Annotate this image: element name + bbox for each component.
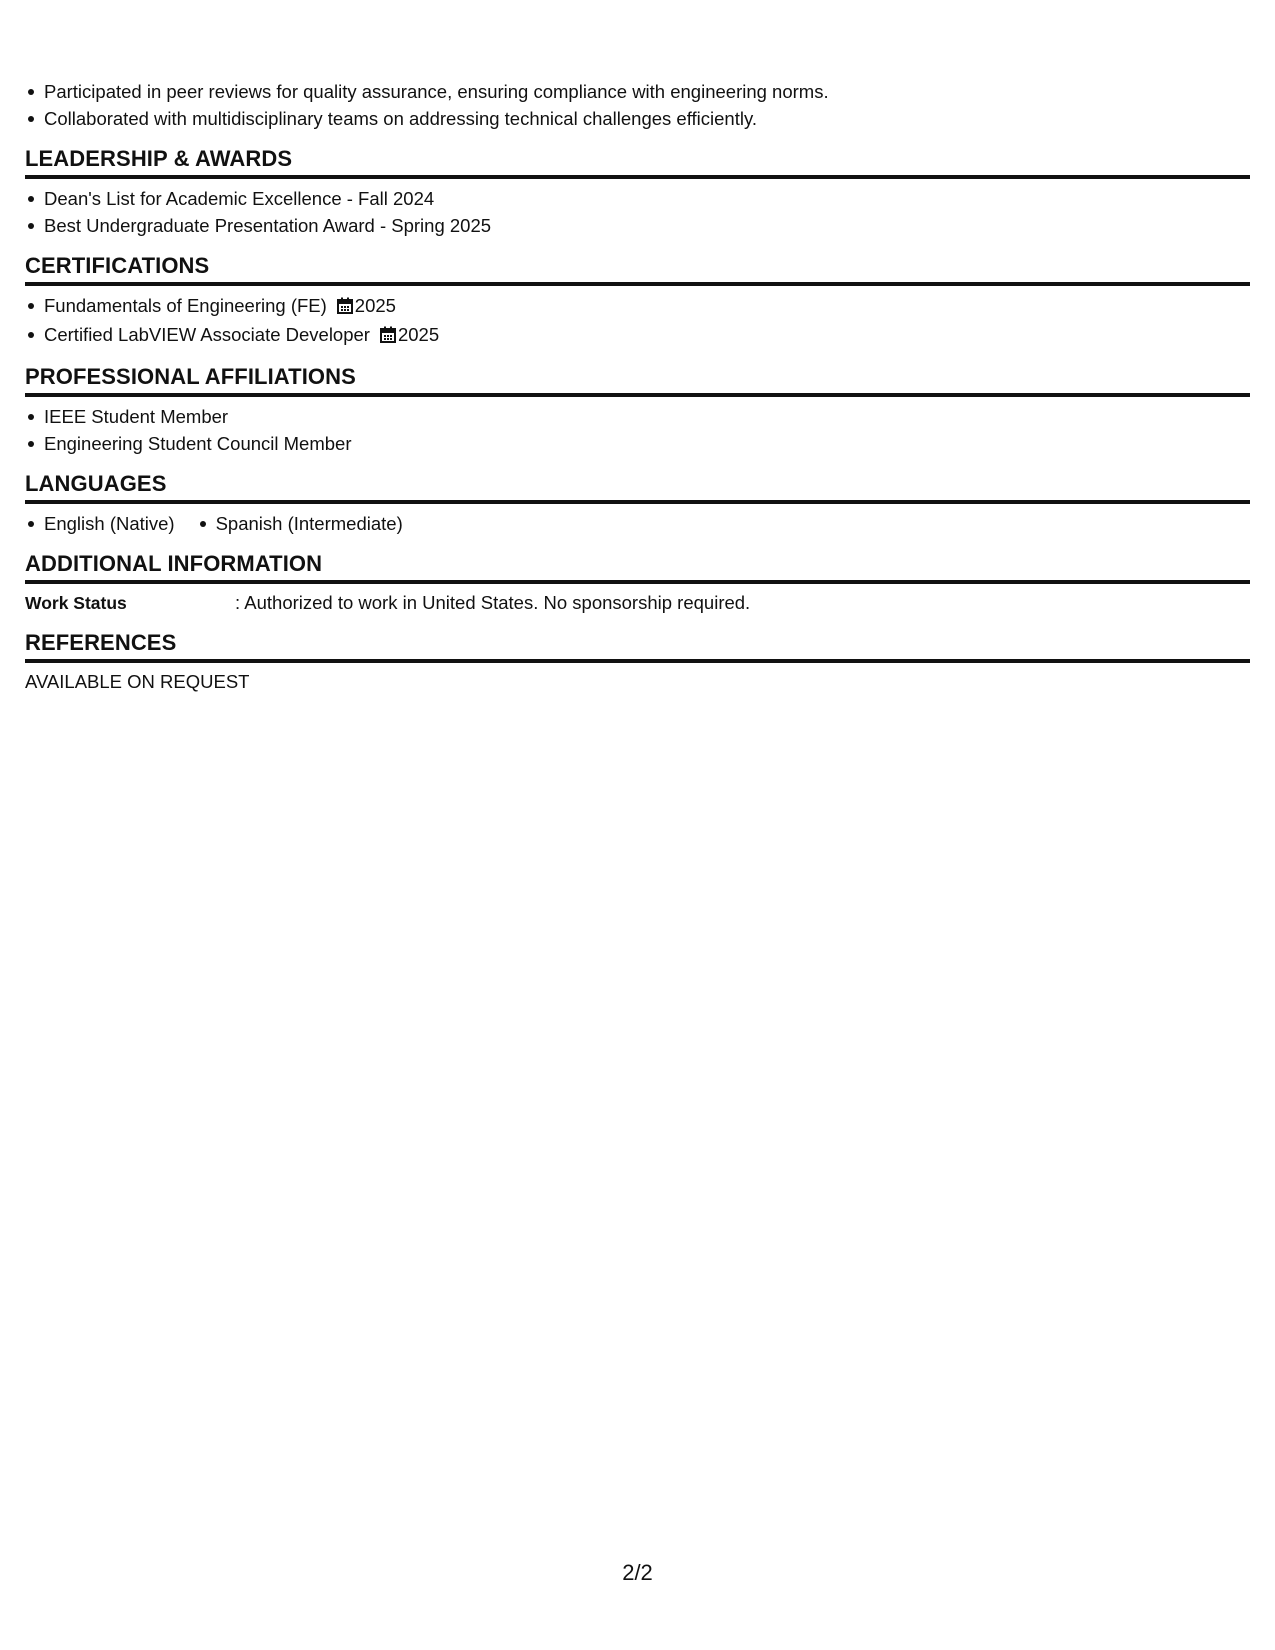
section-title-leadership: LEADERSHIP & AWARDS — [25, 145, 1250, 179]
references-text: AVAILABLE ON REQUEST — [25, 671, 250, 692]
list-item — [25, 321, 1250, 350]
list-item: Engineering Student Council Member — [25, 430, 1250, 457]
certification-name: Certified LabVIEW Associate Developer — [44, 324, 370, 345]
resume-page — [25, 78, 1250, 695]
section-title-references: REFERENCES — [25, 629, 1250, 663]
work-status-row — [25, 590, 1250, 616]
certification-name: Fundamentals of Engineering (FE) — [44, 295, 327, 316]
section-title-certifications: CERTIFICATIONS — [25, 252, 1250, 286]
certifications-list — [25, 292, 1250, 350]
affiliations-list — [25, 403, 1250, 457]
list-item: Collaborated with multidisciplinary teams on addressing technical challenges efficiently. — [25, 105, 1250, 132]
page-number: 2/2 — [622, 1560, 653, 1585]
languages-list — [25, 510, 1250, 537]
experience-bullets — [25, 78, 1250, 132]
list-item: IEEE Student Member — [25, 403, 1250, 430]
leadership-list — [25, 185, 1250, 239]
calendar-icon — [337, 294, 353, 321]
calendar-icon — [380, 323, 396, 350]
section-title-languages: LANGUAGES — [25, 470, 1250, 504]
list-item: Participated in peer reviews for quality assurance, ensuring compliance with engineering norms. — [25, 78, 1250, 105]
certification-year: 2025 — [397, 324, 440, 345]
section-title-additional-information: ADDITIONAL INFORMATION — [25, 550, 1250, 584]
work-status-value: : Authorized to work in United States. No sponsorship required. — [235, 592, 751, 613]
certification-year: 2025 — [354, 295, 396, 316]
list-item: Spanish (Intermediate) — [197, 510, 403, 537]
work-status-label: Work Status — [25, 593, 127, 613]
list-item: English (Native) — [25, 510, 175, 537]
list-item: Best Undergraduate Presentation Award - Spring 2025 — [25, 212, 1250, 239]
list-item — [25, 292, 1250, 321]
list-item: Dean's List for Academic Excellence - Fall 2024 — [25, 185, 1250, 212]
section-title-affiliations: PROFESSIONAL AFFILIATIONS — [25, 363, 1250, 397]
